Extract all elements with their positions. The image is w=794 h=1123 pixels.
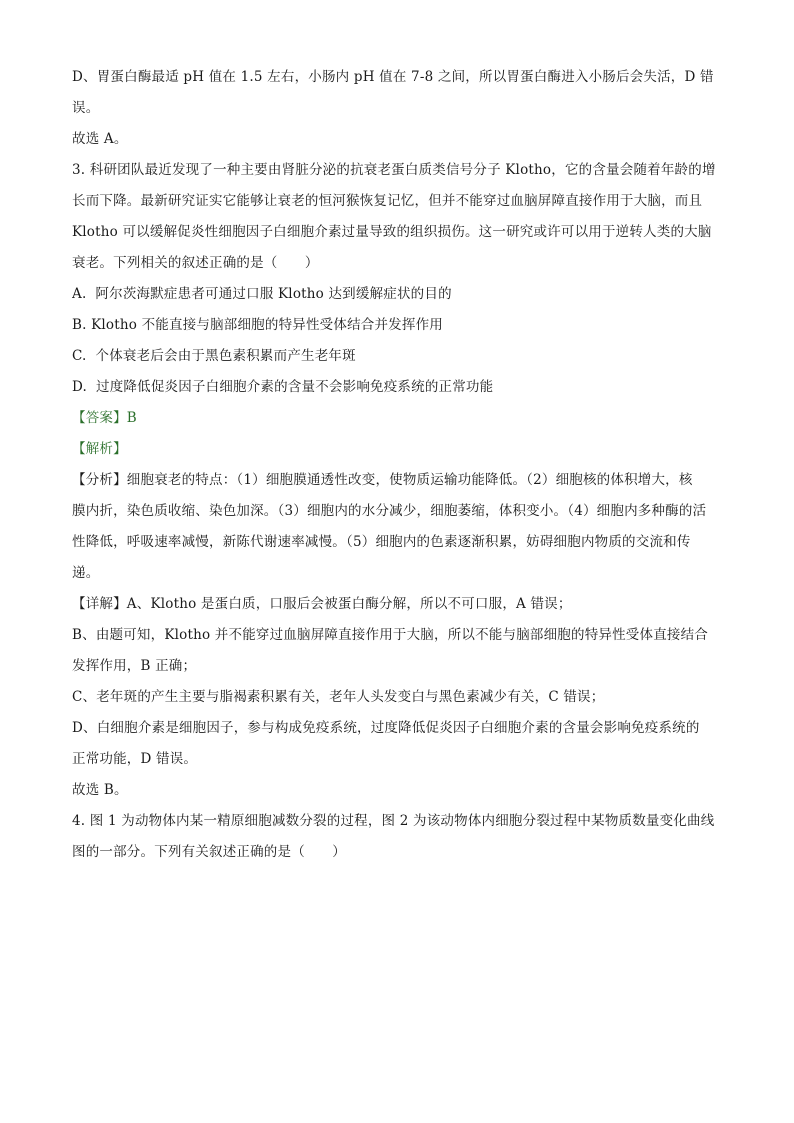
option-b: B. Klotho 不能直接与脑部细胞的特异性受体结合并发挥作用 bbox=[72, 317, 443, 333]
document-page bbox=[72, 62, 722, 868]
text-line: 正常功能，D 错误。 bbox=[72, 751, 198, 767]
text-line: 发挥作用，B 正确； bbox=[72, 658, 197, 674]
text-line: 图的一部分。下列有关叙述正确的是（ ） bbox=[72, 844, 346, 860]
text-line: Klotho 可以缓解促炎性细胞因子白细胞介素过量导致的组织损伤。这一研究或许可以用于逆转人类的大脑 bbox=[72, 224, 712, 240]
text-line: 性降低，呼吸速率减慢，新陈代谢速率减慢。（5）细胞内的色素逐渐积累，妨碍细胞内物质的交流和传 bbox=[72, 534, 691, 550]
analysis-heading: 【解析】 bbox=[72, 441, 127, 457]
text-line: 膜内折，染色质收缩、染色加深。（3）细胞内的水分减少，细胞萎缩，体积变小。（4）细胞内多种酶的活 bbox=[72, 503, 707, 519]
question-4-stem: 4. 图 1 为动物体内某一精原细胞减数分裂的过程，图 2 为该动物体内细胞分裂过程中某物质数量变化曲线 bbox=[72, 813, 715, 829]
option-a: A. 阿尔茨海默症患者可通过口服 Klotho 达到缓解症状的目的 bbox=[72, 286, 452, 302]
option-d: D. 过度降低促炎因子白细胞介素的含量不会影响免疫系统的正常功能 bbox=[72, 379, 494, 395]
option-c: C. 个体衰老后会由于黑色素积累而产生老年斑 bbox=[72, 348, 356, 364]
text-line: D、胃蛋白酶最适 pH 值在 1.5 左右，小肠内 pH 值在 7-8 之间，所以胃蛋白酶进入小肠后会失活，D 错 bbox=[72, 69, 714, 85]
text-line: 长而下降。最新研究证实它能够让衰老的恒河猴恢复记忆，但并不能穿过血脑屏障直接作用于大脑，而且 bbox=[72, 193, 703, 209]
text-line: 故选 B。 bbox=[72, 782, 128, 798]
question-3-stem: 3. 科研团队最近发现了一种主要由肾脏分泌的抗衰老蛋白质类信号分子 Klotho，它的含量会随着年龄的增 bbox=[72, 162, 716, 178]
text-line: B、由题可知，Klotho 并不能穿过血脑屏障直接作用于大脑，所以不能与脑部细胞的特异性受体直接结合 bbox=[72, 627, 708, 643]
text-line: 误。 bbox=[72, 100, 100, 116]
answer-label: 【答案】B bbox=[72, 410, 137, 426]
analysis-text: 【分析】细胞衰老的特点：（1）细胞膜通透性改变，使物质运输功能降低。（2）细胞核的体积增大，核 bbox=[72, 472, 693, 488]
text-line: C、老年斑的产生主要与脂褐素积累有关，老年人头发变白与黑色素减少有关，C 错误； bbox=[72, 689, 605, 705]
detail-text: 【详解】A、Klotho 是蛋白质，口服后会被蛋白酶分解，所以不可口服，A 错误； bbox=[72, 596, 572, 612]
text-line: 递。 bbox=[72, 565, 100, 581]
text-line: 故选 A。 bbox=[72, 131, 128, 147]
text-line: 衰老。下列相关的叙述正确的是（ ） bbox=[72, 255, 319, 271]
text-line: D、白细胞介素是细胞因子，参与构成免疫系统，过度降低促炎因子白细胞介素的含量会影响免疫系统的 bbox=[72, 720, 700, 736]
